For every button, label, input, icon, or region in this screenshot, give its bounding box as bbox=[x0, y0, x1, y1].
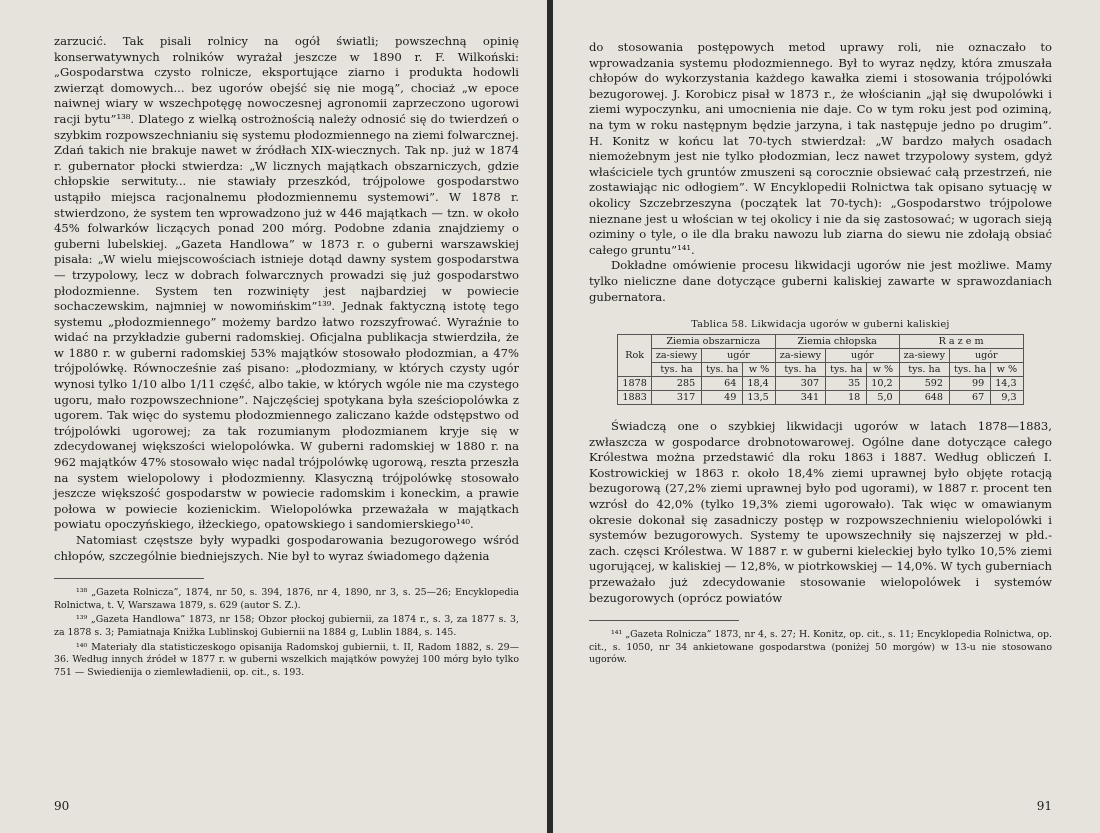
group-header-total: R a z e m bbox=[899, 335, 1023, 349]
footnote-rule bbox=[589, 620, 739, 621]
sub-header-fallow: ugór bbox=[826, 349, 900, 363]
table-cell: 307 bbox=[775, 377, 825, 391]
table-cell: 285 bbox=[651, 377, 701, 391]
page-number-right: 91 bbox=[1036, 799, 1052, 813]
col-header-year: Rok bbox=[618, 335, 651, 377]
group-header-landlord: Ziemia obszarnicza bbox=[651, 335, 775, 349]
right-page bbox=[553, 0, 1100, 833]
table-cell: 648 bbox=[899, 391, 949, 405]
table-cell: 18 bbox=[826, 391, 867, 405]
sub-header-sown: za-siewy bbox=[899, 349, 949, 363]
footnote-rule bbox=[54, 578, 204, 579]
row-year: 1878 bbox=[618, 377, 651, 391]
table-caption: Tablica 58. Likwidacja ugorów w guberni kaliskiej bbox=[691, 319, 950, 331]
table-cell: 9,3 bbox=[991, 391, 1023, 405]
table-cell: 13,5 bbox=[743, 391, 775, 405]
table-row bbox=[618, 391, 1023, 405]
right-paragraph-1: do stosowania postępowych metod uprawy roli, nie oznaczało to wprowadzania systemu płodozmiennego. Był to wyraz nędzy, która zmuszała chłopów do wykorzystania każdego kawałka ziemi i stosowania trójpolówki bezugorowej. J. Korobicz pisał w 1873 r., że włościanin „jął się dwupolówki i ziemi wypoczynku, ani umocnienia nie daje. Co w tym roku jest pod oziminą, na tym w roku następnym będzie jarzyna, i tak następuje jedno po drugim”. H. Konitz w końcu lat 70-tych stwierdzał: „W bardzo małych osadach niemożebnym jest nie tylko płodozmian, lecz nawet trzypolowy system, gdyż właściciele tych gruntów zmuszeni są corocznie obsiewać całą przestrzeń, nie zostawiając nic odłogiem”. W Encyklopedii Rolnictwa tak opisano sytuację w okolicy Szczebrzeszyna (początek lat 70-tych): „Gospodarstwo trójpolowe nieznane jest u włościan w tej okolicy i nie da się zastosować; w ugorach sieją oziminy o tyle, o ile dla braku nawozu lub ziarna do siewu nie zdołają obsiać całego gruntu”¹⁴¹. bbox=[589, 40, 1052, 257]
right-paragraph-3: Świadczą one o szybkiej likwidacji ugorów w latach 1878—1883, zwłaszcza w gospodarce drobnotowarowej. Ogólne dane dotyczące całego Królestwa można przedstawić dla roku 1863 i 1887. Według obliczeń I. Kostrowickiej w 1863 r. około 18,4% ziemi uprawnej było objęte rotacją bezugorową (27,2% ziemi uprawnej było pod ugorami), w 1887 r. procent ten wzrósł do 42,0% (tylko 19,3% ziemi ugorowało). Tak więc w omawianym okresie dokonał się zasadniczy postęp w rozpowszechnieniu wielopolówki i systemów bezugorowych. Systemy te upowszechniły się najszerzej w płd.-zach. częsci Królestwa. W 1887 r. w guberni kieleckiej było tylko 10,5% ziemi ugorującej, w kaliskiej — 12,8%, w piotrkowskiej — 14,0%. W tych guberniach przeważało już zdecydowanie stosowanie wielopolówek i systemów bezugorowych (oprócz powiatów bbox=[589, 419, 1052, 605]
table-cell: 35 bbox=[826, 377, 867, 391]
row-year: 1883 bbox=[618, 391, 651, 405]
table-cell: 592 bbox=[899, 377, 949, 391]
sub-header-sown: za-siewy bbox=[775, 349, 825, 363]
footnote-141: ¹⁴¹ „Gazeta Rolnicza” 1873, nr 4, s. 27; H. Konitz, op. cit., s. 11; Encyklopedia Rolnictwa, op. cit., s. 1050, nr 34 ankietowane gospodarstwa (poniżej 50 morgów) w 13-u nie stosowano ugorów. bbox=[589, 629, 1052, 666]
page-number-left: 90 bbox=[54, 799, 70, 813]
sub-header-fallow: ugór bbox=[950, 349, 1024, 363]
unit-header: tys. ha bbox=[775, 363, 825, 377]
unit-header: w % bbox=[743, 363, 775, 377]
table-cell: 67 bbox=[950, 391, 991, 405]
table-cell: 49 bbox=[702, 391, 743, 405]
table-cell: 64 bbox=[702, 377, 743, 391]
unit-header: w % bbox=[867, 363, 899, 377]
unit-header: w % bbox=[991, 363, 1023, 377]
unit-header: tys. ha bbox=[950, 363, 991, 377]
left-paragraph-1: zarzucić. Tak pisali rolnicy na ogół światli; powszechną opinię konserwatywnych rolników wyrażał jeszcze w 1890 r. F. Wilkoński: „Gospodarstwa czysto rolnicze, eksportujące ziarno i produkta hodowli zwierząt domowych... bez ugorów obejść się nie mogą”, chociaż „w epoce naiwnej wiary w wszechpotęgę nowoczesnej agronomii zaprzeczono ugorowi racji bytu”¹³⁸. Dlatego z wielką ostrożnością należy odnosić się do twierdzeń o szybkim rozpowszechnianiu się systemu płodozmiennego na ziemi folwarcznej. Zdań takich nie brakuje nawet w źródłach XIX-wiecznych. Tak np. już w 1874 r. gubernator płocki stwierdza: „W licznych majątkach obszarniczych, gdzie chłopskie serwituty... nie stawiały przeszkód, trójpolowe gospodarstwo ustąpiło miejsca racjonalnemu płodozmiennemu systemowi”. W 1878 r. stwierdzono, że system ten wprowadzono już w 446 majątkach — tzn. w około 45% folwarków liczących ponad 200 mórg. Podobne zdania znajdziemy o guberni lubelskiej. „Gazeta Handlowa” w 1873 r. o guberni warszawskiej pisała: „W wielu miejscowościach istnieje dotąd dawny system gospodarstwa — trzypolowy, lecz w dobrach folwarcznych prowadzi się już gospodarstwo płodozmienne. System ten rozwinięty jest najbardziej w powiecie sochaczewskim, najmniej w nowomińskim”¹³⁹. Jednak faktyczną istotę tego systemu „płodozmiennego” możemy bardzo łatwo rozszyfrować. Wyraźnie to widać na przykładzie guberni radomskiej. Oficjalna publikacja stwierdziła, że w 1880 r. w guberni radomskiej 53% majątków stosowało płodozmian, a 47% trójpolówkę. Równocześnie zaś pisano: „płodozmiany, w których czysty ugór wynosi tylko 1/10 albo 1/11 część, albo takie, w których wgóle nie ma czystego ugoru, mało rozpowszechnione”. Najczęściej spotykana była sześciopolówka z ugorem. Tak więc do systemu płodozmiennego zaliczano każde odstępstwo od trójpolówki ugorowej; za tak rozumianym płodozmianem kryje się w zdecydowanej większości wielopolówka. W guberni radomskiej w 1880 r. na 962 majątków 47% stosowało więc nadal trójpolówkę ugorową, reszta przeszła na system wielopolowy i płodozmienny. Klasyczną trójpolówkę stosowało jeszcze większość gospodarstw w powiecie radomskim i koneckim, a prawie połowa w powiecie kozienickim. Wielopolówka przeważała w majątkach powiatu opoczyńskiego, iłżeckiego, opatowskiego i sandomierskiego¹⁴⁰. bbox=[54, 34, 519, 532]
right-paragraph-2: Dokładne omówienie procesu likwidacji ugorów nie jest możliwe. Mamy tylko nieliczne dane dotyczące guberni kaliskiej zawarte w sprawozdaniach gubernatora. bbox=[589, 258, 1052, 304]
fallow-table bbox=[617, 334, 1023, 405]
unit-header: tys. ha bbox=[651, 363, 701, 377]
footnote-140: ¹⁴⁰ Materiały dla statisticzeskogo opisanija Radomskoj gubiernii, t. II, Radom 1882, s. 29—36. Według innych źródeł w 1877 r. w guberni wszelkich majątków powyżej 100 mórg było tylko 751 — Swiedienija o ziemlewładienii, op. cit., s. 193. bbox=[54, 641, 519, 678]
footnote-139: ¹³⁹ „Gazeta Handlowa” 1873, nr 158; Obzor płockoj gubiernii, za 1874 r., s. 3, za 1877 s. 3, za 1878 s. 3; Pamiatnaja Knižka Lublinskoj Gubiernii na 1884 g, Lublin 1884, s. 145. bbox=[54, 614, 519, 638]
table-cell: 5,0 bbox=[867, 391, 899, 405]
sub-header-sown: za-siewy bbox=[651, 349, 701, 363]
table-row bbox=[618, 377, 1023, 391]
unit-header: tys. ha bbox=[702, 363, 743, 377]
left-page bbox=[0, 0, 547, 833]
table-cell: 14,3 bbox=[991, 377, 1023, 391]
table-cell: 99 bbox=[950, 377, 991, 391]
table-cell: 341 bbox=[775, 391, 825, 405]
left-paragraph-2: Natomiast częstsze były wypadki gospodarowania bezugorowego wśród chłopów, szczególnie biedniejszych. Nie był to wyraz świadomego dążenia bbox=[54, 533, 519, 563]
footnote-138: ¹³⁸ „Gazeta Rolnicza”, 1874, nr 50, s. 394, 1876, nr 4, 1890, nr 3, s. 25—26; Encyklopedia Rolnictwa, t. V, Warszawa 1879, s. 629 (autor S. Z.). bbox=[54, 587, 519, 611]
table-cell: 10,2 bbox=[867, 377, 899, 391]
unit-header: tys. ha bbox=[826, 363, 867, 377]
table-cell: 18,4 bbox=[743, 377, 775, 391]
unit-header: tys. ha bbox=[899, 363, 949, 377]
group-header-peasant: Ziemia chłopska bbox=[775, 335, 899, 349]
table-cell: 317 bbox=[651, 391, 701, 405]
sub-header-fallow: ugór bbox=[702, 349, 776, 363]
